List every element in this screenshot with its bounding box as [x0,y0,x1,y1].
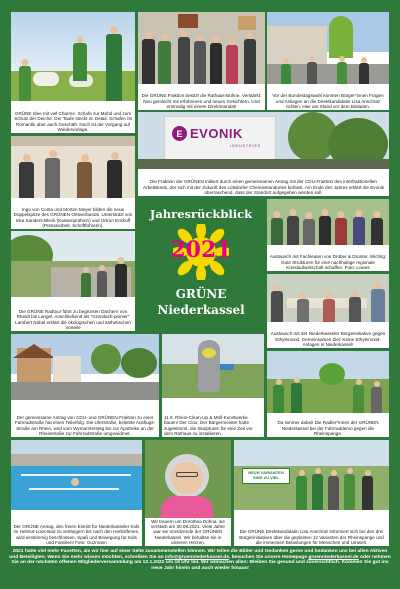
title-niederkassel: Niederkassel [157,303,245,317]
footer-line-1: 2021 hatte viel mehr Facetten, als wir hier auf einer Seite zusammenstellen können. Wir teilen die Bilder und Gedanken gerne und bedanken uns bei allen Aktiven und Beteiligten. Wenn Sie mehr wissen möchten, schreiben Sie an [9,549,388,560]
photo-wahlstand [267,12,389,84]
caption-fraktion: Die GRÜNE Fraktion besitzt die Rathaus-Bühne. Verstärkt: Neu gemischt mit erfahrenen und neuen Gesichtern. Und erstmalig mit einem Direktmandat! [141,93,262,109]
photo-radtour [11,231,135,297]
evonik-logo [172,126,243,141]
evonik-sign-subtext: INDUSTRIES [230,144,262,148]
photo-dorothea-dohna [145,440,231,518]
caption-drueber-drunter: Austausch mit Fachleuten von Drüber & Drunter. Wichtig: Gute Strukturen für eine nachhaltige regionale Kreislaufwirtschaft schaffen. Foto: Lowes [269,254,387,270]
caption-rheinspange: Die GRÜNE Direktkandidatin Lisa Anschütz informiert sich bei den drei Bürgerinitiativen über die geplanten 12 Varianten der Rheinspange und die immensen Belastungen für Menschen und Umwelt. [239,529,384,545]
caption-sheep: GRÜNE Idee mit viel Charme. Schafe zur Mahd und zum Schutz der Deiche. Der Taufe steckt im Detail. Schafen ist Romantik aber auch Geschäft. Noch ist der Vorgang auf Wiedervorlage. [14,111,132,132]
caption-dorothea-dohna: Wir trauern um Dorothea Dohna, sie verstarb am 30.08.2021. Viele Jahre war sie Vorsitzende der GRÜNEN Niederkassel. Wir behalten sie in unseren Herzen. [151,518,225,545]
caption-radtour: Die GRÜNE Radtour führt zu begrünten Dächern von Rheidt bis Langel. Anschließend als "Gründach-pionier" Lambert Nöbel erklärt die ökologischen und ästhetischen Vorteile [15,309,131,330]
evonik-mark-icon: E [172,126,187,141]
tile-fahrradstrasse [11,334,159,437]
footer-email-link[interactable]: info@gruenniederkassel.de [164,554,229,560]
tile-wahlstand [267,12,389,110]
footer-homepage-link[interactable]: gruenniederkassel.de [308,554,359,560]
title-jahresrueckblick: Jahresrückblick [149,207,253,221]
footer-line-3: oder nehmen Sie an der nächsten offenen Mitgliederversammlung am 12.1.2022 um 19 Uhr teil. Wir wünschen allen: Bleiben Sie gesund und zuversichtlich. Kommen Sie gut ins neue Jahr hinein und auch wieder hinaus! [11,554,391,571]
photo-clean-up [162,334,264,398]
photo-fahrraddemo [267,351,389,413]
footer-text [8,549,392,587]
tile-sheep [11,12,135,133]
tile-drueber-drunter [267,199,389,271]
tile-dorothea-dohna [145,440,231,546]
yearly-review-title-block [138,199,264,327]
photo-ethylenoxid [267,274,389,322]
tile-evonik [138,112,389,196]
photo-evonik [138,112,389,169]
caption-clean-up: 11.9. Rhein-Clean-Up & Müll-Kunstwerke bauen! Der Clou: Der Bürgermeister hatte zugestimmt, die Skulpturen für eine Zeit vor dem Rathaus zu installieren. [164,415,253,436]
tile-clean-up [162,334,264,437]
evonik-sign-text: EVONIK [190,126,243,141]
caption-wahlstand: Vor der Bundestagswahl konnten Bürger*innen Fragen und Anliegen an die Direktkandidatin Lisa Anschütz richten. Hier am Stand vor dem Bioladen. [272,93,384,109]
banner-neun-varianten: NEUN VARIANTEN SIND ZU VIEL [242,468,290,484]
tile-rheinspange [234,440,389,546]
tile-ethylenoxid [267,274,389,348]
photo-drueber-drunter [267,199,389,245]
photo-sheep [11,12,135,101]
caption-evonik: Die Fraktion der GRÜNEN initiiert durch einen gemeinsamen Antrag mit der CDU-Fraktion den interfraktionellen Arbeitskreis, der sich mit der Zukunft des Lülsdorfer Chemiestandortes befasst. Am Ende des Jahres erklärt die Evonik überraschend, dass der Standort aufgegeben werden soll. [142,179,385,195]
caption-doppelspitze: Ingo von Conta und Morten Meyer bilden die neue Doppelspitze des GRÜNEN Ortsverbands. Unterstützt von Inka Sanders-Bleck (Kassenprüferin) und Ortrun Eckhoff (Pressearbeit, Schriftführerin). [13,207,133,228]
caption-ethylenoxid: Austausch mit der Niederkasseler Bürgerinitiative gegen Ethylenoxid. Gemeinsames Ziel: Keine Ethylenoxid-Anlagen in Niederkassel! [270,331,386,347]
photo-doppelspitze [11,136,135,198]
tile-fraktion [138,12,265,110]
photo-schwimmbad [11,440,142,510]
photo-fraktion [138,12,265,84]
caption-fahrraddemo: Da simmer dabei! Die Radler*innen der GRÜNEN Niederkassel bei der Fahrraddemo gegen die Rheinspange. [277,420,379,436]
photo-rheinspange [234,440,389,510]
tile-radtour [11,231,135,331]
caption-schwimmbad: Der GRÜNE Antrag, den freien Eintritt für Niederkasseler Kids im Helmut-Loos-Bad zu verlängern bis nach den Herbstferien, wird einstimmig beschlossen. Spaß und Bewegung für Kids und Familien! Foto: Guzmann [13,524,140,545]
footer-line-2: , besuchen Sie unsere Homepage [228,554,307,560]
tile-fahrraddemo [267,351,389,437]
photo-fahrradstrasse [11,334,159,400]
caption-fahrradstrasse: Der gemeinsame Antrag von CDU- und GRÜNEN-Fraktion zu einer Fahrradstraße hat einen Teilerfolg. Die Uferstraße, beliebte Ausflugs-Straße am Rhein, wird vom Wymarntersteg bis zur Apotheke an der Rheinstraße zur Fahrradstraße umgewidmet. [14,415,156,436]
tile-schwimmbad [11,440,142,546]
title-gruene: GRÜNE [175,287,227,301]
title-year: 2021 [170,237,232,263]
tile-doppelspitze [11,136,135,229]
